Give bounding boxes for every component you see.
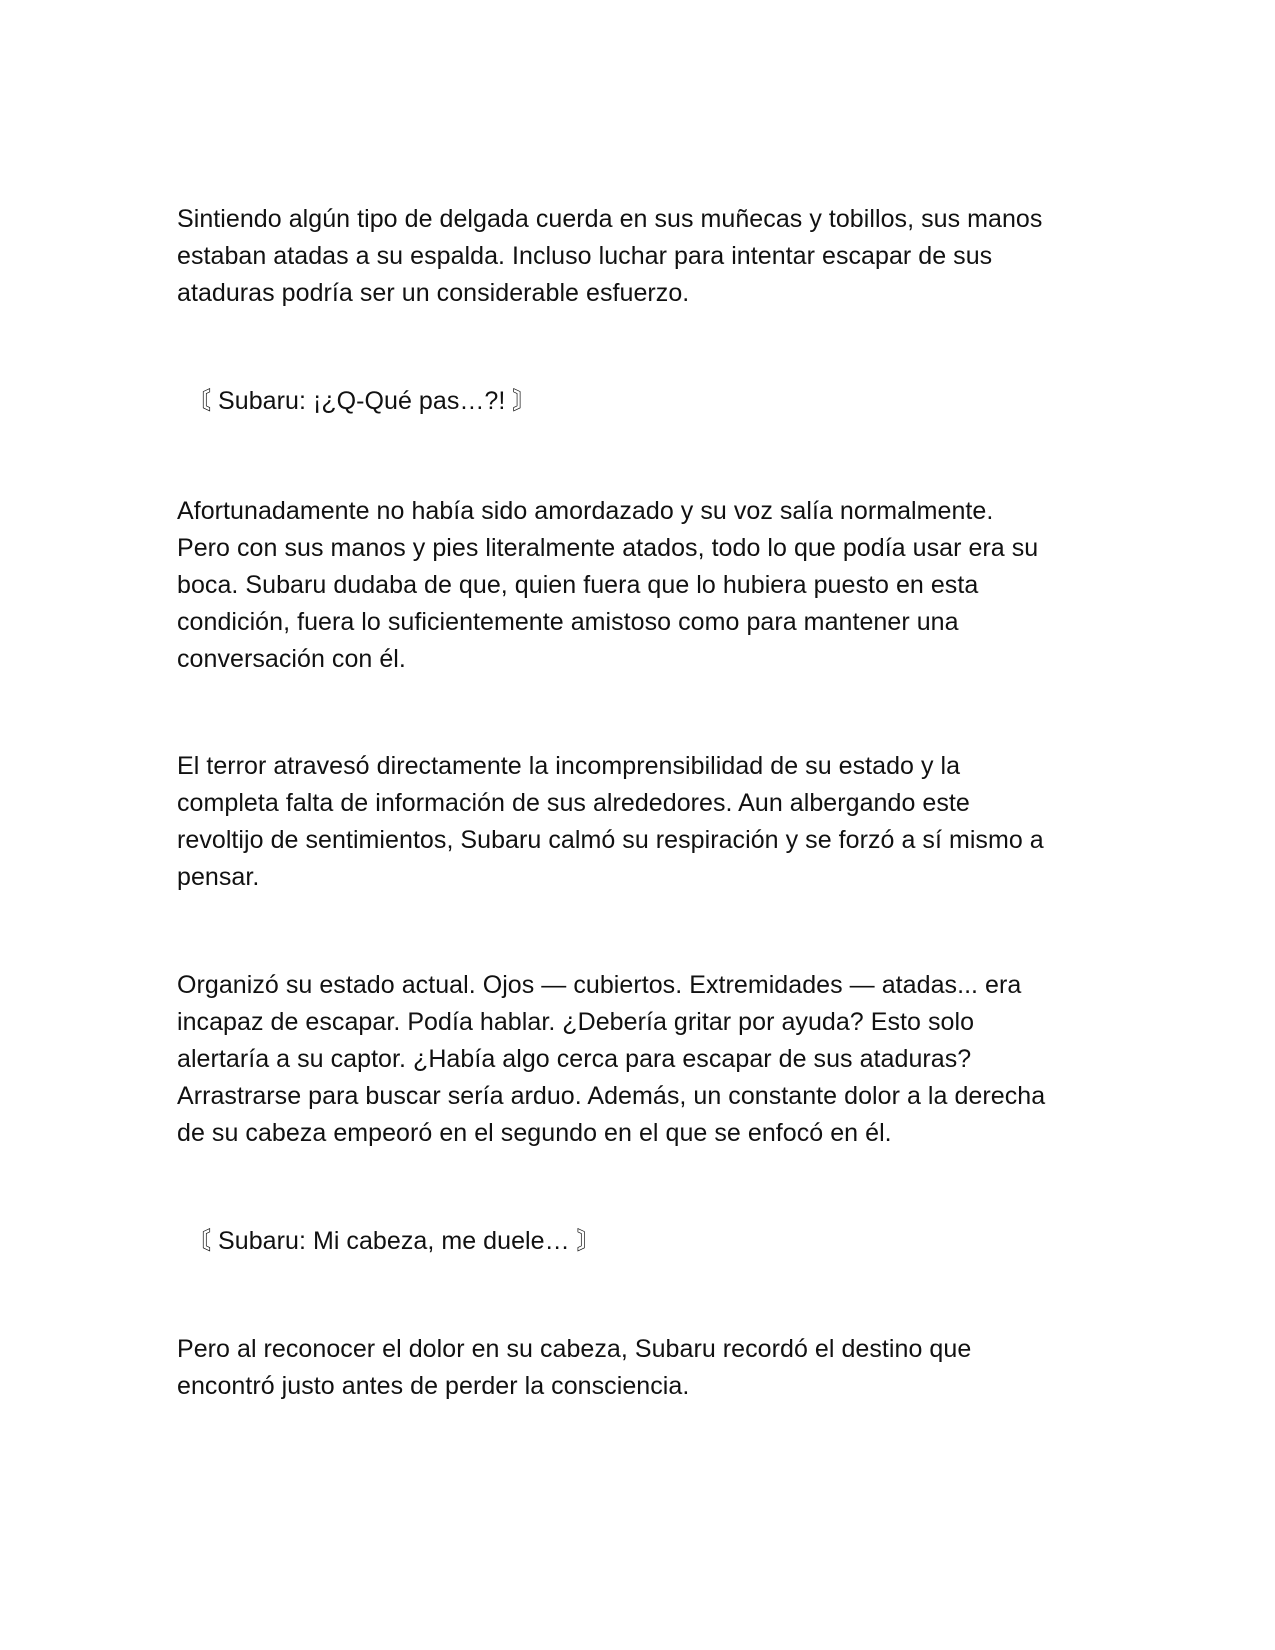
text-line: Sintiendo algún tipo de delgada cuerda en sus muñecas y tobillos, sus manos [177,205,1043,233]
text-line: Organizó su estado actual. Ojos — cubiertos. Extremidades — atadas... era [177,971,1022,999]
text-line: revoltijo de sentimientos, Subaru calmó su respiración y se forzó a sí mismo a [177,826,1044,854]
text-line: Afortunadamente no había sido amordazado y su voz salía normalmente. [177,497,994,525]
text-line: Arrastrarse para buscar sería arduo. Además, un constante dolor a la derecha [177,1082,1046,1110]
text-line: El terror atravesó directamente la incomprensibilidad de su estado y la [177,752,961,780]
dialogue-line: 〘 Subaru: ¡¿Q-Qué pas…?! 〙 [186,387,538,415]
text-line: condición, fuera lo suficientemente amistoso como para mantener una [177,608,959,636]
text-line: de su cabeza empeoró en el segundo en el que se enfocó en él. [177,1119,892,1147]
text-line: incapaz de escapar. Podía hablar. ¿Debería gritar por ayuda? Esto solo [177,1008,975,1036]
text-line: encontró justo antes de perder la consciencia. [177,1372,690,1400]
text-line: alertaría a su captor. ¿Había algo cerca para escapar de sus ataduras? [177,1045,972,1073]
text-line: completa falta de información de sus alrededores. Aun albergando este [177,789,970,817]
text-line: Pero con sus manos y pies literalmente atados, todo lo que podía usar era su [177,534,1039,562]
text-line: pensar. [177,863,260,891]
text-line: ataduras podría ser un considerable esfuerzo. [177,279,690,307]
text-line: conversación con él. [177,645,406,673]
dialogue-line: 〘 Subaru: Mi cabeza, me duele… 〙 [186,1227,602,1255]
text-line: estaban atadas a su espalda. Incluso luchar para intentar escapar de sus [177,242,993,270]
text-line: boca. Subaru dudaba de que, quien fuera que lo hubiera puesto en esta [177,571,979,599]
text-line: Pero al reconocer el dolor en su cabeza, Subaru recordó el destino que [177,1335,972,1363]
